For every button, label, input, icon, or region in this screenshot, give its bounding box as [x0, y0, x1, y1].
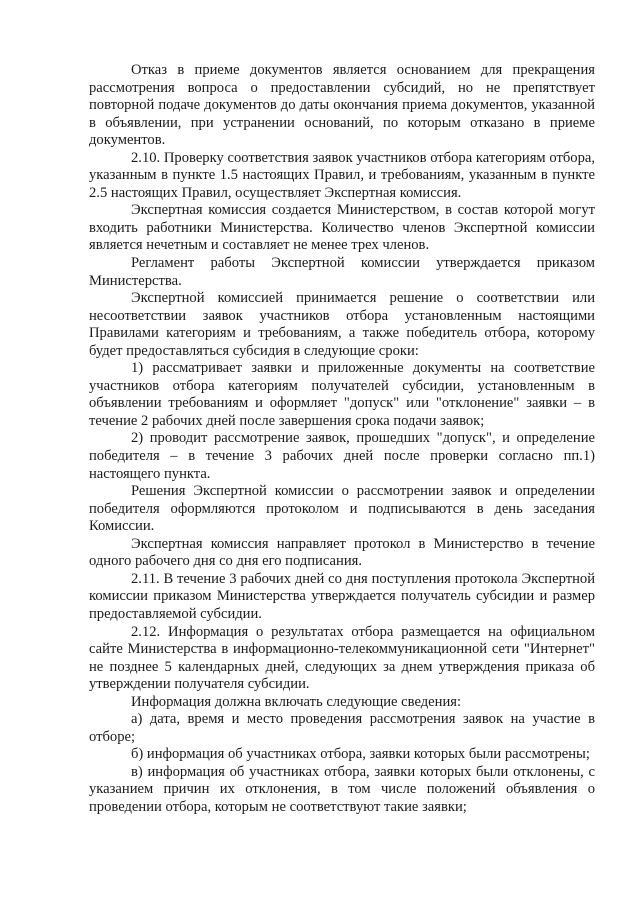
- paragraph-protocol-sending: Экспертная комиссия направляет протокол в Министерство в течение одного рабочего дня со дня его подписания.: [89, 535, 595, 570]
- paragraph-protocol: Решения Экспертной комиссии о рассмотрении заявок и определении победителя оформляются протоколом и подписываются в день заседания Комиссии.: [89, 483, 595, 535]
- paragraph-2-10: 2.10. Проверку соответствия заявок участников отбора категориям отбора, указанным в пункте 1.5 настоящих Правил, и требованиям, указанным в пункте 2.5 настоящих Правил, осуществляет Экспертная комиссия.: [89, 149, 595, 201]
- paragraph-rejection-basis: Отказ в приеме документов является основанием для прекращения рассмотрения вопроса о предоставлении субсидий, но не препятствует повторной подаче документов до даты окончания приема документов, указанной в объявлении, при устранении оснований, по которым отказано в приеме документов.: [89, 62, 595, 149]
- paragraph-commission-regulations: Регламент работы Экспертной комиссии утверждается приказом Министерства.: [89, 255, 595, 289]
- paragraph-2-12: 2.12. Информация о результатах отбора размещается на официальном сайте Министерства в информационно-телекоммуникационной сети "Интернет" не позднее 5 календарных дней, следующих за днем утверждения приказа об утверждении получателя субсидии.: [89, 623, 595, 693]
- paragraph-2-11: 2.11. В течение 3 рабочих дней со дня поступления протокола Экспертной комиссии приказом Министерства утверждается получатель субсидии и размер предоставляемой субсидии.: [89, 570, 595, 622]
- paragraph-item-1: 1) рассматривает заявки и приложенные документы на соответствие участников отбора категориям получателей субсидии, установленным в объявлении требованиям и оформляет "допуск" или "отклонение" заявки – в течение 2 рабочих дней после завершения срока подачи заявок;: [89, 360, 595, 429]
- paragraph-item-2: 2) проводит рассмотрение заявок, прошедших "допуск", и определение победителя – в течение 3 рабочих дней после проверки согласно пп.1) настоящего пункта.: [89, 430, 595, 482]
- document-page: [89, 62, 595, 817]
- paragraph-item-b: б) информация об участниках отбора, заявки которых были рассмотрены;: [131, 746, 590, 763]
- paragraph-info-intro: Информация должна включать следующие сведения:: [131, 693, 462, 710]
- paragraph-commission-decision: Экспертной комиссией принимается решение о соответствии или несоответствии заявок участников отбора установленным настоящими Правилами категориям и требованиям, а также победитель отбора, которому будет предоставляться субсидия в следующие сроки:: [89, 290, 595, 359]
- paragraph-item-a: а) дата, время и место проведения рассмотрения заявок на участие в отборе;: [89, 711, 595, 745]
- paragraph-item-v: в) информация об участниках отбора, заявки которых были отклонены, с указанием причин их отклонения, в том числе положений объявления о проведении отбора, которым не соответствуют такие заявки;: [89, 763, 595, 815]
- paragraph-commission-composition: Экспертная комиссия создается Министерством, в состав которой могут входить работники Министерства. Количество членов Экспертной комиссии является нечетным и составляет не менее трех членов.: [89, 202, 595, 254]
